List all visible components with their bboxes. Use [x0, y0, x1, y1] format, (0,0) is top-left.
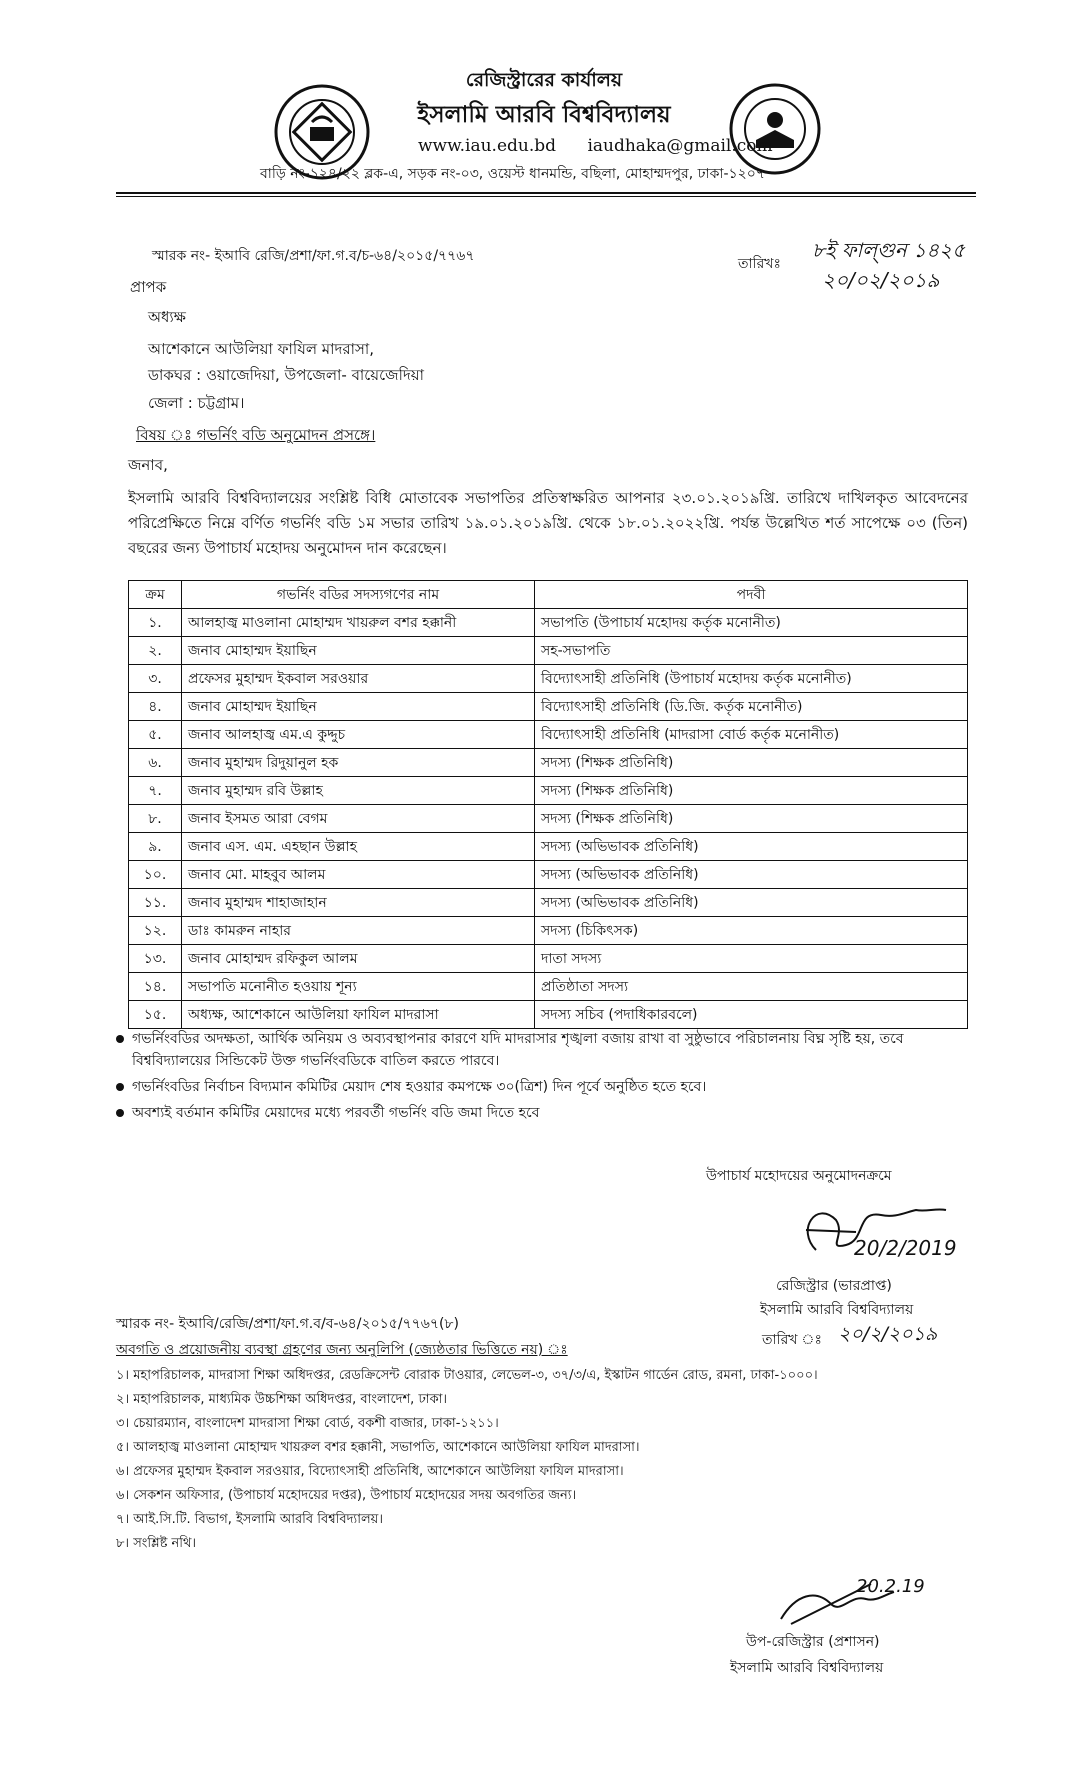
approval-line: উপাচার্য মহোদয়ের অনুমোদনক্রমে: [706, 1168, 892, 1184]
serial-cell: ১০.: [129, 861, 182, 889]
cc-title: অবগতি ও প্রয়োজনীয় ব্যবস্থা গ্রহণের জন্য অনুলিপি (জ্যেষ্ঠতার ভিত্তিতে নয়) ঃ: [116, 1342, 568, 1358]
website-link[interactable]: www.iau.edu.bd: [418, 136, 557, 156]
table-row: [129, 945, 968, 973]
serial-cell: ১৪.: [129, 973, 182, 1001]
conditions-list: [116, 1028, 976, 1124]
cc-item: ৩। চেয়ারম্যান, বাংলাদেশ মাদরাসা শিক্ষা বোর্ড, বকশী বাজার, ঢাকা-১২১১।: [116, 1416, 499, 1431]
bullet-icon: [116, 1109, 124, 1117]
serial-cell: ১.: [129, 609, 182, 637]
designation-cell: সদস্য (অভিভাবক প্রতিনিধি): [535, 889, 968, 917]
serial-cell: ৪.: [129, 693, 182, 721]
designation-cell: সহ-সভাপতি: [535, 637, 968, 665]
serial-cell: ৬.: [129, 749, 182, 777]
designation-cell: সদস্য (অভিভাবক প্রতিনিধি): [535, 833, 968, 861]
serial-cell: ৮.: [129, 805, 182, 833]
subject-line: বিষয় ঃ গভর্নিং বডি অনুমোদন প্রসঙ্গে।: [136, 426, 376, 444]
table-row: [129, 861, 968, 889]
contact-line: [418, 136, 799, 156]
serial-cell: ১৫.: [129, 1001, 182, 1029]
cc-item: ৮। সংশ্লিষ্ট নথি।: [116, 1536, 197, 1551]
header-divider-thin: [116, 196, 976, 197]
condition-item: [116, 1076, 976, 1098]
designation-cell: সদস্য (শিক্ষক প্রতিনিধি): [535, 805, 968, 833]
condition-text: গভর্নিংবডির অদক্ষতা, আর্থিক অনিয়ম ও অব্যবস্থাপনার কারণে যদি মাদরাসার শৃঙ্খলা বজায় রাখা বা সুষ্ঠুভাবে পরিচালনায় বিঘ্ন সৃষ্টি হয়, তবে বিশ্ববিদ্যালয়ের সিন্ডিকেট উক্ত গভর্নিংবডিকে বাতিল করতে পারবে।: [132, 1031, 904, 1069]
serial-cell: ১১.: [129, 889, 182, 917]
member-name-cell: জনাব মুহাম্মদ রিদুয়ানুল হক: [182, 749, 535, 777]
member-name-cell: জনাব মুহাম্মদ রবি উল্লাহ: [182, 777, 535, 805]
table-row: [129, 777, 968, 805]
university-title: ইসলামি আরবি বিশ্ববিদ্যালয়: [417, 102, 671, 128]
designation-cell: সদস্য (শিক্ষক প্রতিনিধি): [535, 777, 968, 805]
table-row: [129, 889, 968, 917]
serial-cell: ২.: [129, 637, 182, 665]
designation-cell: সদস্য (অভিভাবক প্রতিনিধি): [535, 861, 968, 889]
serial-cell: ৯.: [129, 833, 182, 861]
column-header: গভর্নিং বডির সদস্যগণের নাম: [182, 581, 535, 609]
designation-cell: সভাপতি (উপাচার্য মহোদয় কর্তৃক মনোনীত): [535, 609, 968, 637]
member-name-cell: জনাব মো. মাহবুব আলম: [182, 861, 535, 889]
designation-cell: সদস্য (চিকিৎসক): [535, 917, 968, 945]
table-row: [129, 609, 968, 637]
member-name-cell: অধ্যক্ষ, আশেকানে আউলিয়া ফাযিল মাদরাসা: [182, 1001, 535, 1029]
governing-body-table: [128, 580, 968, 1029]
column-header: পদবী: [535, 581, 968, 609]
cc-item: ২। মহাপরিচালক, মাধ্যমিক উচ্চশিক্ষা অধিদপ্তর, বাংলাদেশ, ঢাকা।: [116, 1392, 448, 1407]
condition-text: গভর্নিংবডির নির্বাচন বিদ্যমান কমিটির মেয়াদ শেষ হওয়ার কমপক্ষে ৩০(ত্রিশ) দিন পূর্বে অনুষ্ঠিত হতে হবে।: [132, 1079, 707, 1095]
serial-cell: ১২.: [129, 917, 182, 945]
member-name-cell: জনাব ইসমত আরা বেগম: [182, 805, 535, 833]
designation-cell: সদস্য সচিব (পদাধিকারবলে): [535, 1001, 968, 1029]
designation-cell: বিদ্যোৎসাহী প্রতিনিধি (মাদরাসা বোর্ড কর্তৃক মনোনীত): [535, 721, 968, 749]
date-label: তারিখঃ: [738, 256, 781, 272]
table-row: [129, 833, 968, 861]
cc-item: ৬। প্রফেসর মুহাম্মদ ইকবাল সরওয়ার, বিদ্যোৎসাহী প্রতিনিধি, আশেকানে আউলিয়া ফাযিল মাদরাসা।: [116, 1464, 624, 1479]
signatory-org: ইসলামি আরবি বিশ্ববিদ্যালয়: [760, 1302, 914, 1318]
serial-cell: ৫.: [129, 721, 182, 749]
date-english: ২০/০২/২০১৯: [822, 268, 940, 292]
signature-date: 20/2/2019: [854, 1236, 957, 1260]
member-name-cell: আলহাজ্ব মাওলানা মোহাম্মদ খায়রুল বশর হক্কানী: [182, 609, 535, 637]
cc-item: ৫। আলহাজ্ব মাওলানা মোহাম্মদ খায়রুল বশর হক্কানী, সভাপতি, আশেকানে আউলিয়া ফাযিল মাদরাসা।: [116, 1440, 640, 1455]
table-row: [129, 721, 968, 749]
member-name-cell: প্রফেসর মুহাম্মদ ইকবাল সরওয়ার: [182, 665, 535, 693]
designation-cell: প্রতিষ্ঠাতা সদস্য: [535, 973, 968, 1001]
designation-cell: দাতা সদস্য: [535, 945, 968, 973]
signatory-title: রেজিস্ট্রার (ভারপ্রাপ্ত): [776, 1278, 892, 1294]
serial-cell: ১৩.: [129, 945, 182, 973]
condition-text: অবশ্যই বর্তমান কমিটির মেয়াদের মধ্যে পরবর্তী গভর্নিং বডি জমা দিতে হবে: [132, 1105, 540, 1121]
table-header-row: [129, 581, 968, 609]
member-name-cell: সভাপতি মনোনীত হওয়ায় শূন্য: [182, 973, 535, 1001]
recipient-label: প্রাপক: [130, 278, 167, 296]
member-name-cell: জনাব এস. এম. এহছান উল্লাহ: [182, 833, 535, 861]
signature2-date: 20.2.19: [856, 1576, 925, 1597]
cc-item: ৬। সেকশন অফিসার, (উপাচার্য মহোদয়ের দপ্তর), উপাচার্য মহোদয়ের সদয় অবগতির জন্য।: [116, 1488, 577, 1503]
condition-item: [116, 1102, 976, 1124]
bullet-icon: [116, 1083, 124, 1091]
memo2-reference: স্মারক নং- ইআবি/রেজি/প্রশা/ফা.গ.ব/ব-৬৪/২০১৫/৭৭৬৭(৮): [116, 1316, 459, 1332]
table-row: [129, 693, 968, 721]
date-bangla: ৮ই ফাল্গুন ১৪২৫: [812, 238, 966, 262]
email-link[interactable]: iaudhaka@gmail.com: [587, 136, 773, 156]
signatory2-title: উপ-রেজিস্ট্রার (প্রশাসন): [746, 1634, 880, 1650]
address-line: বাড়ি নং-১২৪/২২ ব্লক-এ, সড়ক নং-০৩, ওয়েস্ট ধানমন্ডি, বছিলা, মোহাম্মদপুর, ঢাকা-১২০৭: [260, 166, 765, 182]
memo2-date-label: তারিখ ঃ: [762, 1332, 822, 1348]
cc-item: ৭। আই.সি.টি. বিভাগ, ইসলামি আরবি বিশ্ববিদ্যালয়।: [116, 1512, 383, 1527]
office-title: রেজিস্ট্রারের কার্যালয়: [465, 69, 623, 91]
member-name-cell: জনাব মোহাম্মদ ইয়াছিন: [182, 637, 535, 665]
header-divider: [116, 192, 976, 194]
designation-cell: বিদ্যোৎসাহী প্রতিনিধি (উপাচার্য মহোদয় কর্তৃক মনোনীত): [535, 665, 968, 693]
table-row: [129, 665, 968, 693]
table-row: [129, 1001, 968, 1029]
member-name-cell: জনাব মুহাম্মদ শাহাজাহান: [182, 889, 535, 917]
designation-cell: সদস্য (শিক্ষক প্রতিনিধি): [535, 749, 968, 777]
table-row: [129, 749, 968, 777]
memo2-date: ২০/২/২০১৯: [838, 1323, 938, 1345]
recipient-line: আশেকানে আউলিয়া ফাযিল মাদরাসা,: [148, 340, 374, 358]
salutation: জনাব,: [128, 456, 168, 474]
table-row: [129, 973, 968, 1001]
member-name-cell: ডাঃ কামরুন নাহার: [182, 917, 535, 945]
cc-list: [116, 1364, 818, 1556]
recipient-line: ডাকঘর : ওয়াজেদিয়া, উপজেলা- বায়েজেদিয়া: [148, 366, 424, 384]
recipient-line: জেলা : চট্টগ্রাম।: [148, 394, 245, 412]
body-paragraph: ইসলামি আরবি বিশ্ববিদ্যালয়ের সংশ্লিষ্ট বিধি মোতাবেক সভাপতির প্রতিস্বাক্ষরিত আপনার ২৩.০১.২০১৯খ্রি. তারিখে দাখিলকৃত আবেদনের পরিপ্রেক্ষিতে নিম্নে বর্ণিত গভর্নিং বডি ১ম সভার তারিখ ১৯.০১.২০১৯খ্রি. থেকে ১৮.০১.২০২২খ্রি. পর্যন্ত উল্লেখিত শর্ত সাপেক্ষে ০৩ (তিন) বছরের জন্য উপাচার্য মহোদয় অনুমোদন দান করেছেন।: [128, 489, 968, 557]
table-row: [129, 917, 968, 945]
table-row: [129, 637, 968, 665]
serial-cell: ৩.: [129, 665, 182, 693]
serial-cell: ৭.: [129, 777, 182, 805]
table-row: [129, 805, 968, 833]
designation-cell: বিদ্যোৎসাহী প্রতিনিধি (ডি.জি. কর্তৃক মনোনীত): [535, 693, 968, 721]
member-name-cell: জনাব মোহাম্মদ রফিকুল আলম: [182, 945, 535, 973]
condition-item: [116, 1028, 976, 1072]
recipient-line: অধ্যক্ষ: [148, 308, 186, 326]
member-name-cell: জনাব মোহাম্মদ ইয়াছিন: [182, 693, 535, 721]
bullet-icon: [116, 1035, 124, 1043]
member-name-cell: জনাব আলহাজ্ব এম.এ কুদ্দুচ: [182, 721, 535, 749]
memo-reference: স্মারক নং- ইআবি রেজি/প্রশা/ফা.গ.ব/চ-৬৪/২০১৫/৭৭৬৭: [152, 248, 475, 264]
signatory2-org: ইসলামি আরবি বিশ্ববিদ্যালয়: [730, 1660, 884, 1676]
cc-item: ১। মহাপরিচালক, মাদরাসা শিক্ষা অধিদপ্তর, রেডক্রিসেন্ট বোরাক টাওয়ার, লেভেল-৩, ৩৭/৩/এ, ইস্কাটন গার্ডেন রোড, রমনা, ঢাকা-১০০০।: [116, 1368, 818, 1383]
column-header: ক্রম: [129, 581, 182, 609]
